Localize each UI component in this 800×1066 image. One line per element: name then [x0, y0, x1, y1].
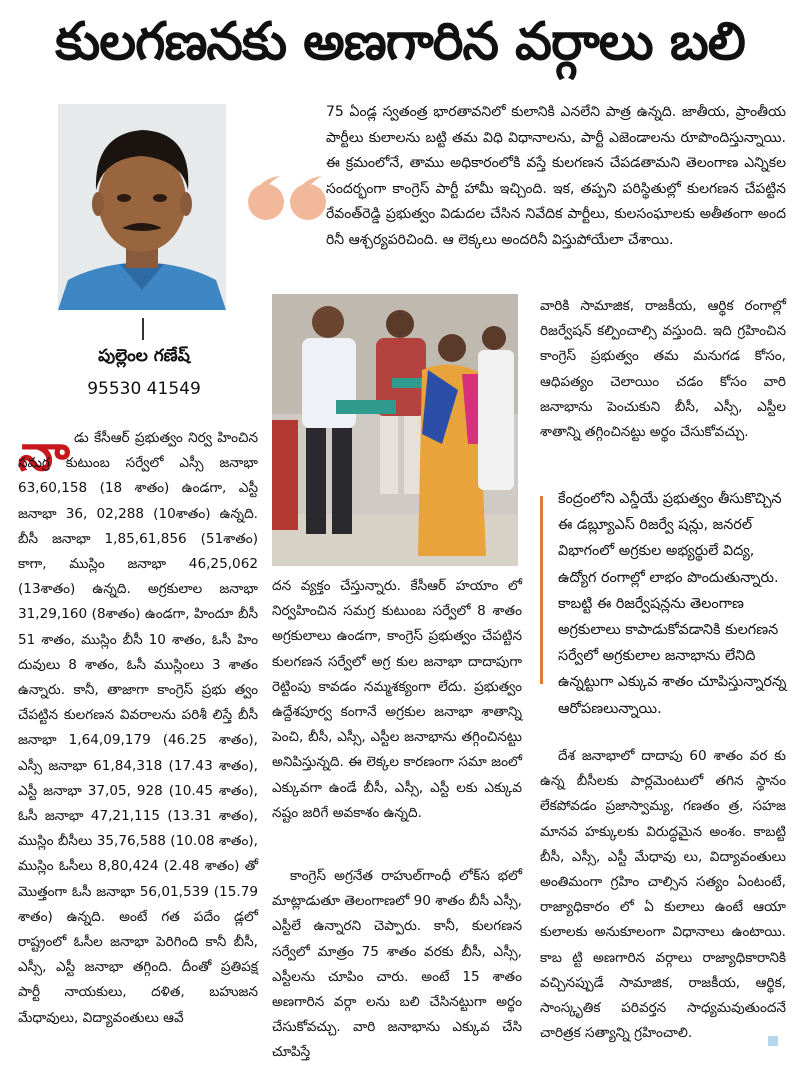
drop-cap: నా [18, 424, 70, 482]
divider-line [142, 318, 144, 340]
survey-photo [272, 294, 518, 566]
headline: కులగణనకు అణగారిన వర్గాలు బలి [55, 12, 745, 72]
pull-quote: కేంద్రంలోని ఎన్డీయే ప్రభుత్వం తీసుకొచ్చిన ఈ డబ్ల్యూఎస్ రిజర్వే షన్లు, జనరల్ విభాగంలో అగ్రకుల అభ్యర్థులే విద్య, ఉద్యోగ రంగాల్లో లాభం పొందుతున్నారు. కాబట్టి ఈ రిజర్వేషన్లను తెలంగాణ అగ్రకులాలు కాపాడుకోవడానికి కులగణన సర్వేలో అగ్రకులాల జనాభాను లేనిది ఉన్నట్టుగా ఎక్కువ శాతం చూపిస్తున్నారన్న ఆరోపణలున్నాయి. [558, 491, 787, 717]
double-quote-icon [246, 172, 332, 222]
column-3-text-b [540, 744, 786, 1046]
column-2-paragraph-2: కాంగ్రెస్ అగ్రనేత రాహుల్‌గాంధీ లోక్‌స భలో మాట్లాడుతూ తెలంగాణలో 90 శాతం బీసీ ఎస్సీ, ఎస్టీలే ఉన్నారని చెప్పారు. కానీ, కులగణన సర్వేలో మాత్రం 75 శాతం వరకు బీసీ, ఎస్సీ, ఎస్టీలను చూపిం చారు. అంటే 15 శాతం అణగారిన వర్గా లను బలి చేసినట్టుగా అర్థం చేసుకోవచ్చు. వారి జనాభాను ఎక్కువ చేసి చూపిస్తే [272, 868, 522, 1061]
pull-quote-bar [540, 496, 543, 684]
author-phone: 95530 41549 [87, 379, 201, 399]
author-name: పుల్లెంల గణేష్ [98, 346, 190, 366]
column-2-text [272, 574, 522, 826]
column-3-text [540, 294, 786, 445]
column-1-text: డు కేసీఆర్ ప్రభుత్వం నిర్వ హించిన సమగ్ర కుటుంబ సర్వేలో ఎస్సీ జనాభా 63,60,158 (18 శాతం) ఉండగా, ఎస్టీ జనాభా 36, 02,288 (10శాతం) ఉన్నది. బీసీ జనాభా 1,85,61,856 (51శాతం) కాగా, ముస్లిం జనాభా 46,25,062 (13శాతం) ఉన్నది. అగ్రకులాల జనాభా 31,29,160 (8శాతం) ఉండగా, హిందూ బీసీ 51 శాతం, ముస్లిం బీసీ 10 శాతం, ఓసీ హిం దువులు 8 శాతం, ఓసీ ముస్లింలు 3 శాతం ఉన్నారు. కానీ, తాజాగా కాంగ్రెస్ ప్రభు త్వం చేపట్టిన కులగణన వివరాలను పరిశీ లిస్తే బీసీ జనాభా 1,64,09,179 (46.25 శాతం), ఎస్సీ జనాభా 61,84,318 (17.43 శాతం), ఎస్టీ జనాభా 37,05, 928 (10.45 శాతం), ఓసీ జనాభా 47,21,115 (13.31 శాతం), ముస్లిం బీసీలు 35,76,588 (10.08 శాతం), ముస్లిం ఓసీలు 8,80,424 (2.48 శాతం) తో మొత్తంగా ఓసీ జనాభా 56,01,539 (15.79 శాతం) ఉన్నది. అంటే గత పదేం డ్లలో రాష్ట్రంలో ఓసీల జనాభా పెరిగింది కానీ బీసీ, ఎస్సీ, ఎస్టీ జనాభా తగ్గింది. దీంతో ప్రతిపక్ష పార్టీ నాయకులు, దళిత, బహుజన మేధావులు, విద్యావంతులు ఆవే [18, 430, 258, 1026]
column-2-paragraph-1: దన వ్యక్తం చేస్తున్నారు. కేసీఆర్ హయాం లో నిర్వహించిన సమగ్ర కుటుంబ సర్వేలో 8 శాతం అగ్రకులాలు ఉండగా, కాంగ్రెస్ ప్రభుత్వం చేపట్టిన కులగణన సర్వేలో అగ్ర కుల జనాభా దాదాపుగా రెట్టింపు కావడం నమ్మశక్యంగా లేదు. ప్రభుత్వం ఉద్దేశపూర్వ కంగానే అగ్రకుల జనాభా శాతాన్ని పెంచి, బీసీ, ఎస్సీ, ఎస్టీల జనాభాను తగ్గించినట్టు అనిపిస్తున్నది. ఈ లెక్కల కారణంగా సమా జంలో ఎక్కువగా ఉండే బీసీ, ఎస్సీ, ఎస్టీ లకు ఎక్కువ నష్టం జరిగే అవకాశం ఉన్నది. [272, 578, 522, 821]
author-photo [58, 104, 226, 310]
column-3-paragraph-2: దేశ జనాభాలో దాదాపు 60 శాతం వర కు ఉన్న బీసీలకు పార్లమెంటులో తగిన స్థానం లేకపోవడం ప్రజాస్వామ్య, గణతం త్ర, సహజ మానవ హక్కులకు విరుద్ధమైన అంశం. కాబట్టి బీసీ, ఎస్సీ, ఎస్టీ మేధావు లు, విద్యావంతులు అంతిమంగా గ్రహిం చాల్సిన సత్యం ఏంటంటే, రాజ్యాధికారం లో ఏ కులాలు ఉంటే ఆయా కులాలకు అనుకూలంగా విధానాలు ఉంటాయి. కాబ ట్టి అణగారిన వర్గాలు రాజ్యాధికారానికి వచ్చినప్పుడే సామాజిక, రాజకీయ, ఆర్థిక, సాంస్కృతిక పరివర్తన సాధ్యమవుతుందనే చారిత్రక సత్యాన్ని గ్రహించాలి. [540, 748, 786, 1042]
column-3-paragraph-1: వారికి సామాజిక, రాజకీయ, ఆర్థిక రంగాల్లో రిజర్వేషన్ కల్పించాల్సి వస్తుంది. ఇది గ్రహించిన కాంగ్రెస్ ప్రభుత్వం తమ మనుగడ కోసం, ఆధిపత్యం చెలాయిం చడం కోసం వారి జనాభాను పెంచుకుని బీసీ, ఎస్సీ, ఎస్టీల శాతాన్ని తగ్గించినట్టు అర్థం చేసుకోవచ్చు. [540, 298, 786, 441]
corner-marker [768, 1036, 778, 1046]
column-2-text-b [272, 864, 522, 1066]
intro-paragraph: 75 ఏండ్ల స్వతంత్ర భారతావనిలో కులానికి ఎనలేని పాత్ర ఉన్నది. జాతీయ, ప్రాంతీయ పార్టీలు కులాలను బట్టి తమ విధి విధానాలను, పార్టీ ఎజెండాలను రూపొందిస్తున్నాయి. ఈ క్రమంలోనే, తాము అధికారంలోకి వస్తే కులగణన చేపడతామని తెలంగాణ ఎన్నికల సందర్భంగా కాంగ్రెస్ పార్టీ హామీ ఇచ్చింది. ఇక, తప్పని పరిస్థితుల్లో కులగణన చేపట్టిన రేవంత్‌రెడ్డి ప్రభుత్వం విడుదల చేసిన నివేదిక పార్టీలు, కులసంఘాలకు అతీతంగా అంద రినీ ఆశ్చర్యపరిచింది. ఆ లెక్కలు అందరినీ విస్తుపోయేలా చేశాయి. [326, 104, 786, 248]
